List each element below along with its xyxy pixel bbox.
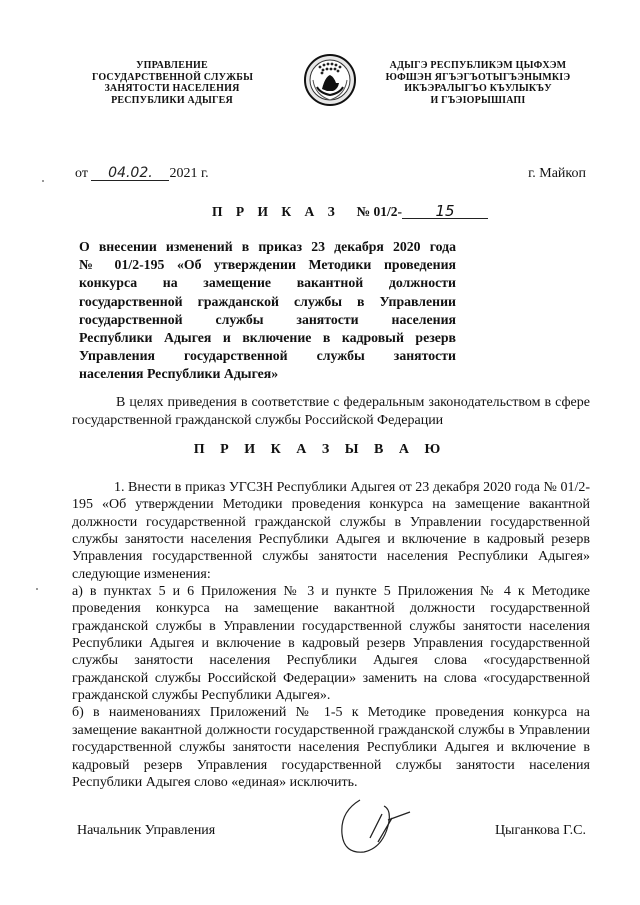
subject-line: Республики Адыгея и включение в кадровый резерв	[79, 330, 456, 346]
scan-speck	[42, 180, 44, 182]
order-title	[212, 204, 488, 220]
command-heading: П Р И К А З Ы В А Ю	[193, 442, 447, 457]
header-right-line: И ГЪЭIОРЫШIАПI	[430, 94, 526, 106]
intro-text: В целях приведения в соответствие с федеральным законодательством в сфере государственной гражданской службы Российской Федерации	[72, 395, 590, 428]
header-left-line: РЕСПУБЛИКИ АДЫГЕЯ	[111, 94, 233, 106]
handwritten-signature	[330, 792, 420, 864]
body-paragraph: а) в пунктах 5 и 6 Приложения № 3 и пункте 5 Приложения № 4 к Методике проведения конкурса на замещение вакантной должности государственной гражданской службы в Управлении государственной службы занятости населения Республики Адыгея и включение в кадровый резерв Управления государственной службы занятости населения Республики Адыгея слова «государственной гражданской службы Российской Федерации» заменить на слова «государственной гражданской службы Республики Адыгея».	[72, 584, 590, 704]
subject-line: О внесении изменений в приказ 23 декабря 2020 года	[79, 239, 456, 254]
header-left-line: ЗАНЯТОСТИ НАСЕЛЕНИЯ	[104, 83, 240, 94]
body-paragraph	[72, 479, 590, 583]
subject-line: государственной гражданской службы в Управлении	[79, 293, 456, 309]
date-prefix: от	[75, 166, 88, 181]
date-year: 2021 г.	[169, 166, 209, 181]
city: г. Майкоп	[528, 166, 586, 181]
coat-of-arms-icon	[303, 53, 357, 107]
subject-line: конкурса на замещение вакантной должности	[79, 275, 456, 291]
scan-speck	[36, 588, 38, 590]
header-right-line: ЮФШЭН ЯГЪЭГЪОТЫГЪЭНЫМКIЭ	[385, 71, 571, 83]
header-left-line: ГОСУДАРСТВЕННОЙ СЛУЖБЫ	[92, 71, 254, 83]
signatory-name: Цыганкова Г.С.	[494, 823, 586, 838]
order-heading: П Р И К А З	[212, 204, 340, 219]
handwritten-date: 04.02.	[91, 166, 169, 181]
intro-paragraph	[72, 394, 590, 430]
header-right-line: ИКЪЭРАЛЫГЪО КЪУЛЫКЪУ	[404, 83, 552, 94]
header-left-organization	[92, 60, 252, 106]
subject-line: Управления государственной службы занятости	[79, 348, 456, 364]
header-right-organization	[378, 60, 578, 106]
signatory-position: Начальник Управления	[77, 823, 216, 838]
subject-line: населения Республики Адыгея»	[79, 366, 279, 382]
subject-line: № 01/2-195 «Об утверждении Методики проведения	[79, 257, 456, 273]
handwritten-order-number: 15	[402, 204, 488, 219]
header-right-line: АДЫГЭ РЕСПУБЛИКЭМ ЦЫФХЭМ	[389, 60, 567, 71]
body-text: 1. Внести в приказ УГСЗН Республики Адыгея от 23 декабря 2020 года № 01/2-195 «Об утверждении Методики проведения конкурса на замещение вакантной должности государственной гражданской службы в Управлении государственной службы занятости населения Республики Адыгея и включение в кадровый резерв Управления государственной службы занятости населения Республики Адыгея» следующие изменения:	[72, 480, 590, 582]
date-line	[75, 166, 586, 182]
order-subject	[79, 238, 456, 384]
order-number-prefix: № 01/2-	[356, 204, 402, 219]
subject-line: государственной службы занятости населения	[79, 311, 456, 327]
body-paragraph: б) в наименованиях Приложений № 1-5 к Методике проведения конкурса на замещение вакантной должности государственной гражданской службы в Управлении государственной службы занятости населения Республики Адыгея и включение в кадровый резерв Управления государственной службы занятости населения Республики Адыгея слово «единая» исключить.	[72, 705, 590, 790]
header-left-line: УПРАВЛЕНИЕ	[136, 60, 208, 71]
order-body	[72, 479, 590, 791]
